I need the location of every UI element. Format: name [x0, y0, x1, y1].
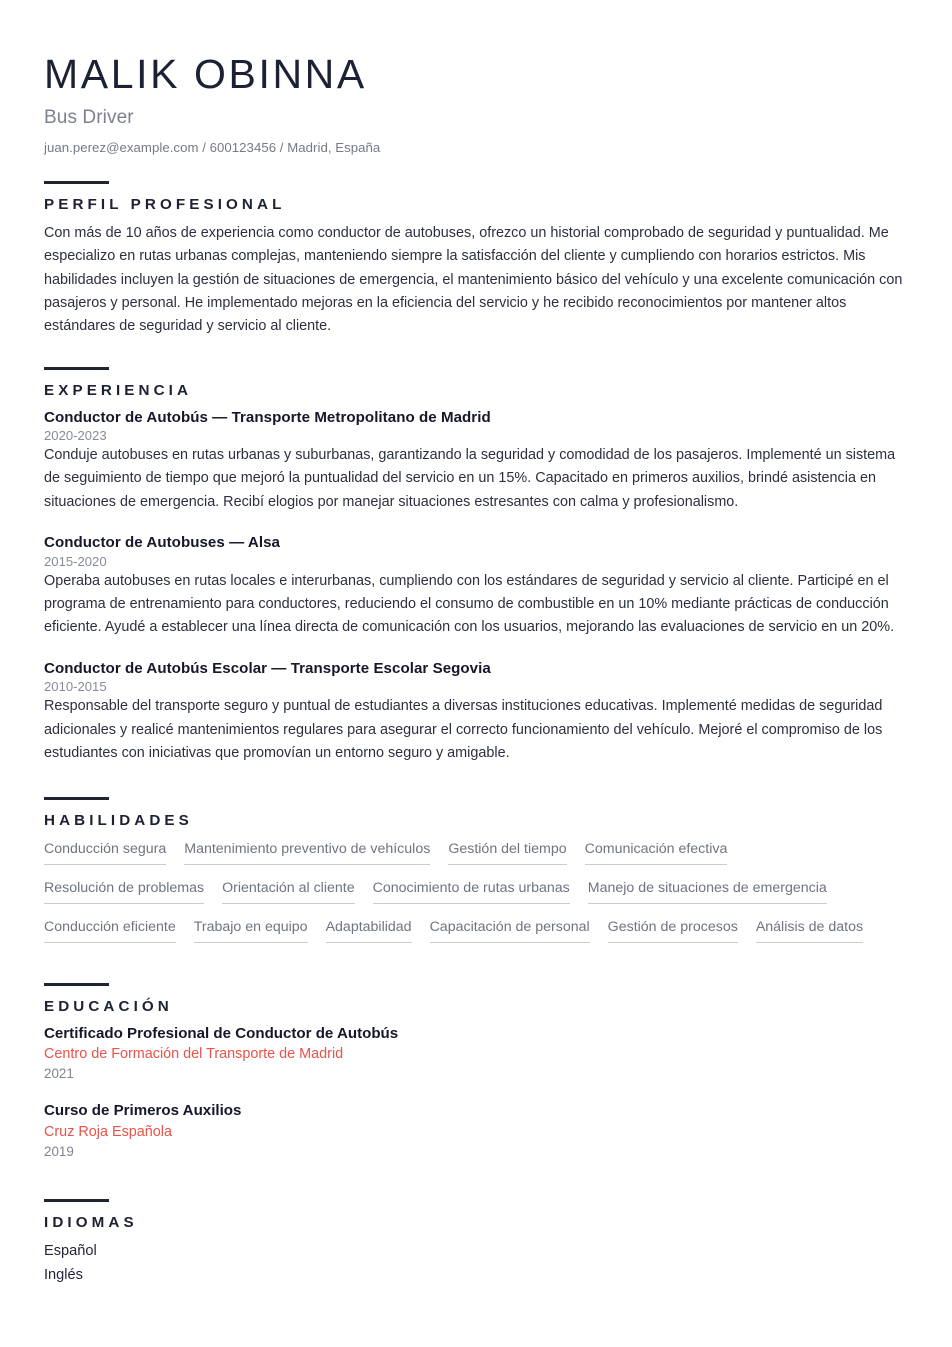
job-description: Conduje autobuses en rutas urbanas y suburbanas, garantizando la seguridad y comodidad de los pasajeros. Implementé un sistema de seguimiento de tiempo que mejoró la puntualidad del servicio en un 15%. Capacitado en primeros auxilios, brindé asistencia en situaciones de emergencia. Recibí elogios por manejar situaciones estresantes con calma y profesionalismo. — [44, 447, 896, 510]
skill-chip: Conducción eficiente — [44, 916, 176, 943]
section-education — [44, 983, 908, 1160]
candidate-name: MALIK OBINNA — [44, 51, 367, 97]
skill-chip: Orientación al cliente — [222, 877, 355, 904]
education-degree: Certificado Profesional de Conductor de Autobús — [44, 1024, 399, 1042]
profile-text: Con más de 10 años de experiencia como conductor de autobuses, ofrezco un historial comprobado de seguridad y puntualidad. Me especializo en rutas urbanas complejas, manteniendo siempre la satisfacción del cliente y cumpliendo con horarios estrictos. Mis habilidades incluyen la gestión de situaciones de emergencia, el mantenimiento básico del vehículo y una excelente comunicación con pasajeros y personal. He implementado mejoras en la eficiencia del servicio y he recibido reconocimientos por mantener altos estándares de seguridad y servicio al cliente. — [44, 224, 903, 335]
skills-list — [44, 838, 908, 954]
skill-chip: Conocimiento de rutas urbanas — [373, 877, 570, 904]
section-languages — [44, 1199, 908, 1287]
job-title: Conductor de Autobús — Transporte Metropolitano de Madrid — [44, 408, 491, 426]
job-title: Conductor de Autobús Escolar — Transporte Escolar Segovia — [44, 659, 491, 677]
job-description: Responsable del transporte seguro y puntual de estudiantes a diversas instituciones educativas. Implementé medidas de seguridad adicionales y realicé mantenimientos regulares para asegurar el correcto funcionamiento del vehículo. Mejoré el compromiso de los estudiantes con iniciativas que promovían un entorno seguro y amigable. — [44, 698, 883, 761]
job-description: Operaba autobuses en rutas locales e interurbanas, cumpliendo con los estándares de seguridad y servicio al cliente. Participé en el programa de entrenamiento para conductores, reduciendo el consumo de combustible en un 10% mediante prácticas de conducción eficiente. Ayudé a establecer una línea directa de comunicación con los usuarios, mejorando las evaluaciones de servicio en un 20%. — [44, 572, 895, 636]
experience-item — [44, 408, 908, 515]
job-title: Conductor de Autobuses — Alsa — [44, 534, 280, 552]
education-item — [44, 1101, 908, 1159]
skill-chip: Resolución de problemas — [44, 877, 204, 904]
education-item — [44, 1024, 908, 1082]
candidate-job-title: Bus Driver — [44, 106, 134, 128]
education-school: Centro de Formación del Transporte de Madrid — [44, 1045, 344, 1062]
skill-chip: Trabajo en equipo — [194, 916, 308, 943]
section-title-education: EDUCACIÓN — [44, 997, 173, 1015]
section-title-languages: IDIOMAS — [44, 1214, 138, 1232]
skill-chip: Comunicación efectiva — [585, 838, 728, 865]
section-rule — [44, 797, 109, 800]
skill-chip: Manejo de situaciones de emergencia — [588, 877, 827, 904]
skill-chip: Gestión del tiempo — [448, 838, 566, 865]
section-profile — [44, 181, 908, 339]
education-year: 2019 — [44, 1144, 74, 1160]
contact-line: juan.perez@example.com / 600123456 / Madrid, España — [44, 139, 381, 155]
section-rule — [44, 367, 109, 370]
skill-chip: Análisis de datos — [756, 916, 863, 943]
skill-chip: Capacitación de personal — [430, 916, 590, 943]
job-date: 2020-2023 — [44, 428, 107, 444]
resume-header — [44, 52, 908, 155]
skill-chip: Adaptabilidad — [326, 916, 412, 943]
section-experience — [44, 367, 908, 766]
job-date: 2010-2015 — [44, 679, 107, 695]
section-title-skills: HABILIDADES — [44, 812, 193, 830]
language-item: Inglés — [44, 1266, 83, 1283]
section-skills — [44, 797, 908, 954]
experience-item — [44, 659, 908, 766]
section-title-experience: EXPERIENCIA — [44, 381, 193, 399]
section-title-profile: PERFIL PROFESIONAL — [44, 195, 286, 213]
section-rule — [44, 1199, 109, 1202]
section-rule — [44, 983, 109, 986]
education-degree: Curso de Primeros Auxilios — [44, 1102, 242, 1120]
skill-chip: Mantenimiento preventivo de vehículos — [184, 838, 430, 865]
job-date: 2015-2020 — [44, 553, 107, 569]
education-year: 2021 — [44, 1066, 74, 1082]
experience-item — [44, 533, 908, 640]
section-rule — [44, 181, 109, 184]
education-school: Cruz Roja Española — [44, 1123, 172, 1140]
skill-chip: Gestión de procesos — [608, 916, 738, 943]
language-item: Español — [44, 1243, 97, 1260]
skill-chip: Conducción segura — [44, 838, 166, 865]
